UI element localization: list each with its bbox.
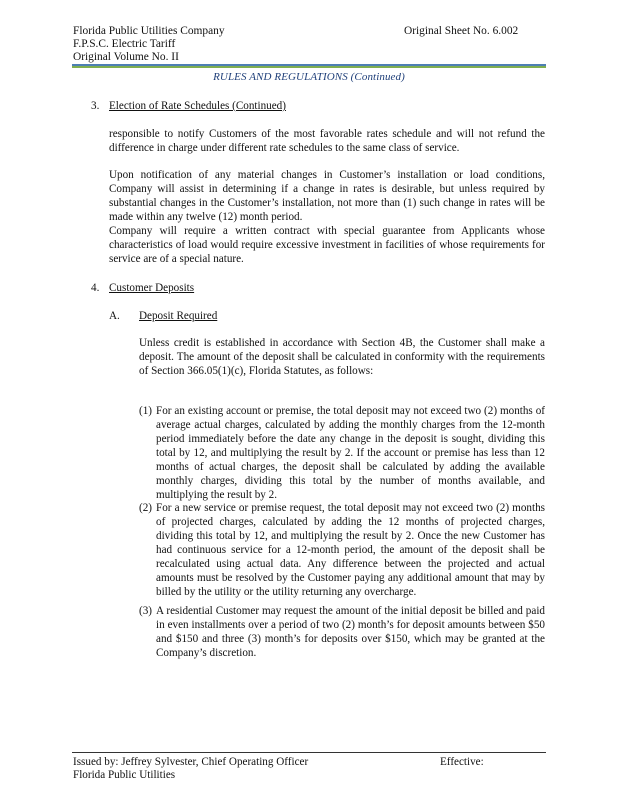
header-company: Florida Public Utilities Company <box>73 25 225 37</box>
item4-number: 4. <box>91 282 100 294</box>
deposit-item-2-text: For a new service or premise request, the total deposit may not exceed two (2) months of projected charges, calculated by adding the 12 months of projected charges, dividing this total by 12, and multiplying the result by 2. Once the new Customer has had continuous service for a 12-month period, the amount of the deposit shall be recalculated using actual data. Any difference between the projected and actual amounts must be resolved by the Customer paying any additional amount that may by billed by the utility or the utility returning any overcharge. <box>156 502 545 598</box>
footer-divider <box>72 752 546 753</box>
item3-number: 3. <box>91 100 100 112</box>
item4-title: Customer Deposits <box>109 282 195 294</box>
item3-title: Election of Rate Schedules (Continued) <box>109 100 286 112</box>
subsection-a-title: Deposit Required <box>139 310 218 322</box>
header-tariff: F.P.S.C. Electric Tariff <box>73 38 176 50</box>
footer-issued-by: Issued by: Jeffrey Sylvester, Chief Operating Officer <box>73 756 309 768</box>
subsection-a-letter: A. <box>109 310 120 322</box>
deposit-item-1-text: For an existing account or premise, the total deposit may not exceed two (2) months of average actual charges, calculated by adding the monthly charges from the 12-month period immediately before the date any change in the deposit is sought, dividing this total by 12, and multiplying the result by 2. If the account or premise has less than 12 months of actual charges, the deposit shall be calculated by adding the available monthly charges, dividing this total by the number of months available, and multiplying the result by 2. <box>156 405 545 501</box>
deposit-item-3-number: (3) <box>139 605 152 617</box>
header-left <box>73 25 225 64</box>
item3-paragraph-1: responsible to notify Customers of the most favorable rates schedule and will not refund the difference in charge under different rate schedules to the same class of service. <box>109 128 545 154</box>
footer-company: Florida Public Utilities <box>73 769 176 781</box>
section-title: RULES AND REGULATIONS (Continued) <box>213 71 405 83</box>
subsection-a-intro: Unless credit is established in accordance with Section 4B, the Customer shall make a deposit. The amount of the deposit shall be calculated in conformity with the requirements of Section 366.05(1)(c), Florida Statutes, as follows: <box>139 337 545 377</box>
deposit-item-2-number: (2) <box>139 502 152 514</box>
header-sheet-number: Original Sheet No. 6.002 <box>404 25 519 37</box>
header-divider-green <box>72 66 546 68</box>
item3-paragraph-3: Company will require a written contract with special guarantee from Applicants whose characteristics of load would require excessive investment in facilities of whose requirements for service are of a special nature. <box>109 225 545 265</box>
item3-paragraph-2: Upon notification of any material changes in Customer’s installation or load conditions, Company will assist in determining if a change in rates is desirable, but unless required by substantial changes in the Customer’s installation, not more than (1) such change in rates will be made within any twelve (12) month period. <box>109 169 545 223</box>
header-volume: Original Volume No. II <box>73 51 179 63</box>
deposit-item-1-number: (1) <box>139 405 152 417</box>
footer-effective: Effective: <box>440 756 484 768</box>
deposit-item-3-text: A residential Customer may request the amount of the initial deposit be billed and paid in even installments over a period of two (2) month’s for deposit amounts between $50 and $150 and three (3) month’s for deposits over $150, which may be granted at the Company’s discretion. <box>156 605 545 659</box>
